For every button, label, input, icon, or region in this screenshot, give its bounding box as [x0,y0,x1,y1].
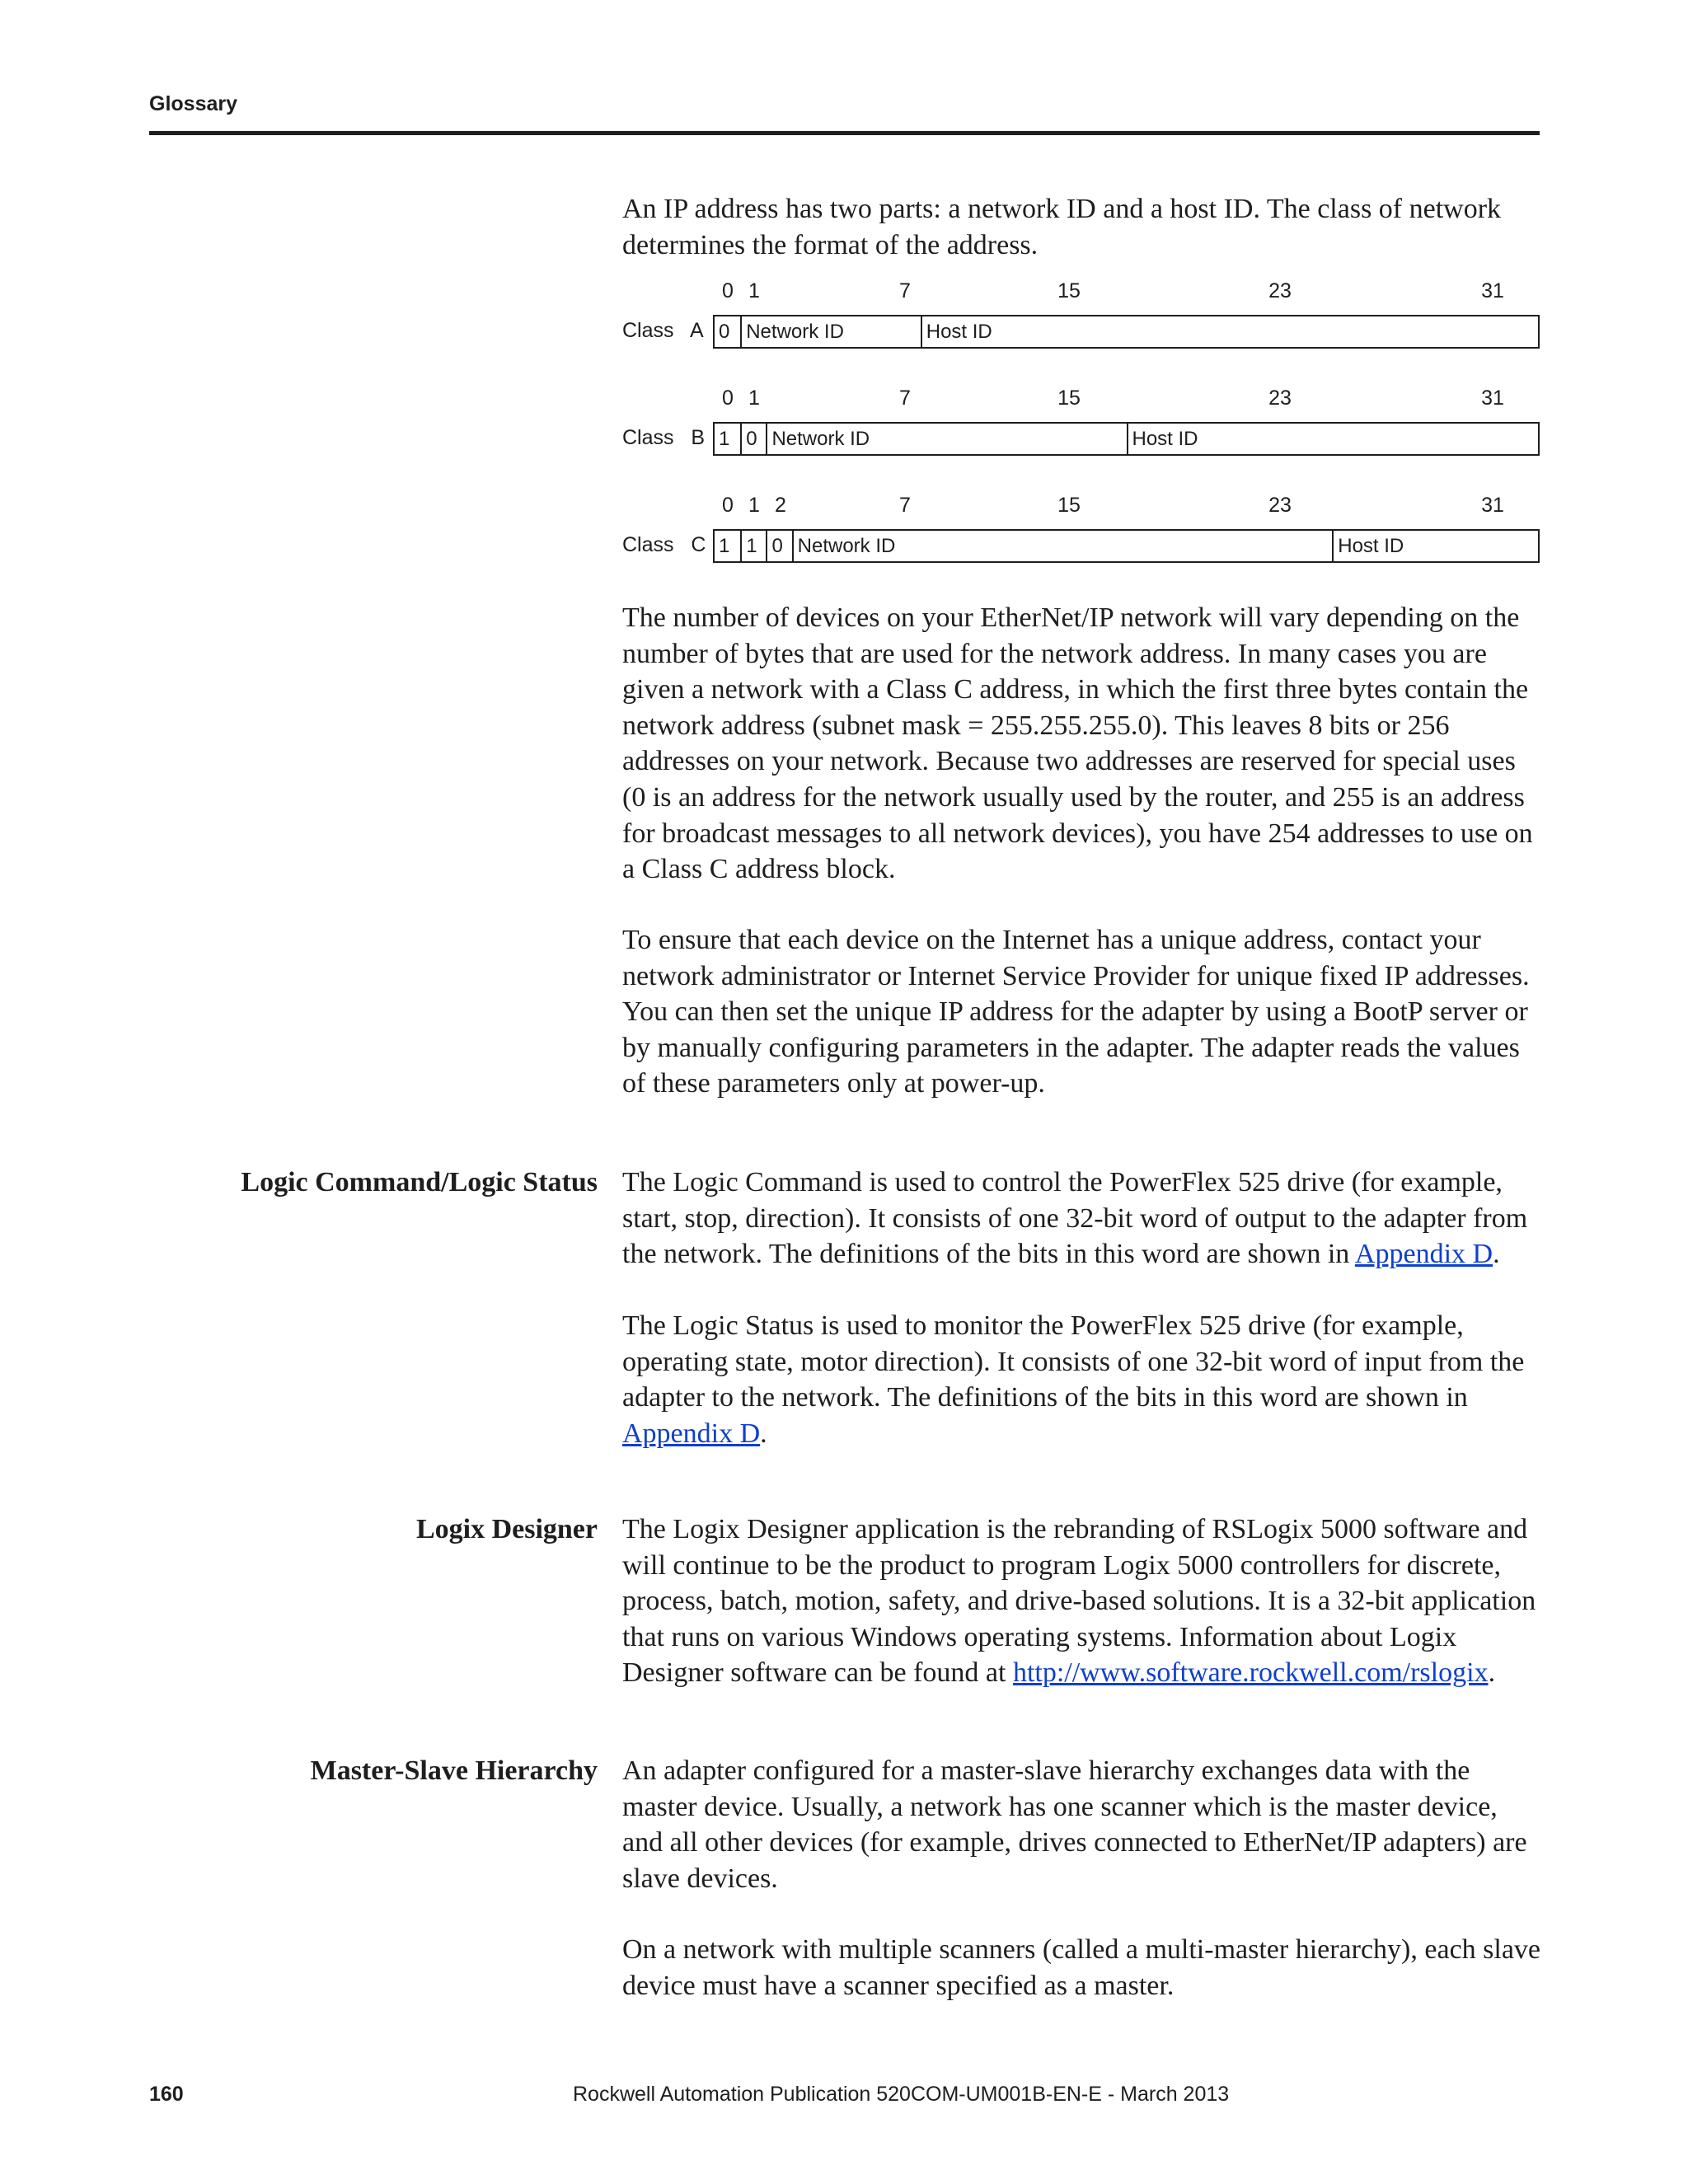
class-bit-field: 0 [766,531,791,561]
address-format-row [713,315,1540,349]
logic-status-end: . [760,1418,767,1449]
appendix-d-link[interactable]: Appendix D [622,1418,761,1449]
bit-position-label: 23 [1268,387,1292,410]
logic-command-text: The Logic Command is used to control the PowerFlex 525 drive (for example, start, stop, direction). It consists of one 32-bit word of output to the adapter from the network. The definitions of the bits in this word are shown in [622,1167,1528,1270]
logic-status-text: The Logic Status is used to monitor the PowerFlex 525 drive (for example, operating state, motor direction). It consists of one 32-bit word of input from the adapter to the network. The definitions of the bits in this word are shown in [622,1310,1525,1413]
logix-designer-paragraph [622,1511,1542,1691]
logic-command-paragraph [622,1165,1542,1272]
term-logic-command-status: Logic Command/Logic Status [241,1167,598,1197]
address-field: Host ID [1332,531,1538,561]
class-bit-field: 0 [719,321,730,343]
bit-position-label: 1 [748,387,760,410]
logic-status-paragraph [622,1308,1542,1451]
bit-position-label: 0 [722,387,734,410]
address-format-row [713,422,1540,456]
rslogix-link[interactable]: http://www.software.rockwell.com/rslogix [1012,1657,1489,1689]
bit-position-label: 7 [899,387,911,410]
term-master-slave-hierarchy: Master-Slave Hierarchy [310,1755,598,1786]
master-slave-paragraph: An adapter configured for a master-slave hierarchy exchanges data with the master device. Usually, a network has one scanner which is the master device, and all other devices (for example, drives connected to EtherNet/IP adapters) are slave devices. [622,1755,1527,1894]
bit-position-label: 0 [722,494,734,517]
term-logix-designer: Logix Designer [415,1514,598,1544]
bit-position-label: 31 [1481,279,1504,302]
class-label: Class B [622,426,706,449]
address-field: Network ID [792,531,1333,561]
logix-designer-text: The Logix Designer application is the rebranding of RSLogix 5000 software and will continue to be the product to program Logix 5000 controllers for discrete, process, batch, motion, safety, and drive-based solutions. It is a 32-bit application that runs on various Windows operating systems. Information about Logix Designer software can be found at [622,1514,1536,1689]
bit-position-label: 15 [1057,494,1081,517]
class-bit-field: 1 [740,531,766,561]
bit-position-label: 1 [748,279,760,302]
address-field: Network ID [740,316,921,347]
bit-position-label: 31 [1481,387,1504,410]
bit-position-label: 15 [1057,279,1081,302]
bit-position-label: 31 [1481,494,1504,517]
publication-info: Rockwell Automation Publication 520COM-UM001B-EN-E - March 2013 [573,2083,1230,2106]
class-bit-field: 0 [740,424,766,454]
logic-command-end: . [1493,1239,1500,1270]
appendix-d-link[interactable]: Appendix D [1354,1239,1493,1270]
ip-address-class-diagram [622,280,1545,577]
page-number: 160 [149,2083,184,2106]
bit-position-label: 15 [1057,387,1081,410]
address-field: Network ID [766,424,1126,454]
address-field: Host ID [921,316,1538,347]
bit-position-label: 2 [775,494,786,517]
section-title: Glossary [149,92,238,115]
ip-unique-address-paragraph: To ensure that each device on the Internet has a unique address, contact your network administrator or Internet Service Provider for unique fixed IP addresses. You can then set the unique IP address for the adapter by using a BootP server or by manually configuring parameters in the adapter. The adapter reads the values of these parameters only at power-up. [622,925,1530,1099]
bit-position-label: 7 [899,279,911,302]
address-format-row [713,529,1540,563]
ip-intro-paragraph: An IP address has two parts: a network ID and a host ID. The class of network determines the format of the address. [622,194,1502,260]
bit-position-label: 23 [1268,279,1292,302]
bit-position-label: 23 [1268,494,1292,517]
bit-position-label: 7 [899,494,911,517]
bit-position-label: 1 [748,494,760,517]
header-rule [149,131,1540,135]
logix-designer-end: . [1488,1657,1496,1689]
class-label: Class C [622,533,706,556]
ip-devices-paragraph: The number of devices on your EtherNet/IP network will vary depending on the number of bytes that are used for the network address. In many cases you are given a network with a Class C address, in which the first three bytes contain the network address (subnet mask = 255.255.255.0). This leaves 8 bits or 256 addresses on your network. Because two addresses are reserved for special uses (0 is an address for the network usually used by the router, and 255 is an address for broadcast messages to all network devices), you have 254 addresses to use on a Class C address block. [622,602,1533,885]
multi-master-paragraph: On a network with multiple scanners (called a multi-master hierarchy), each slave device must have a scanner specified as a master. [622,1934,1541,2001]
bit-position-label: 0 [722,279,734,302]
class-bit-field: 1 [719,535,730,557]
address-field: Host ID [1127,424,1539,454]
class-bit-field: 1 [719,428,730,450]
class-label: Class A [622,319,704,342]
